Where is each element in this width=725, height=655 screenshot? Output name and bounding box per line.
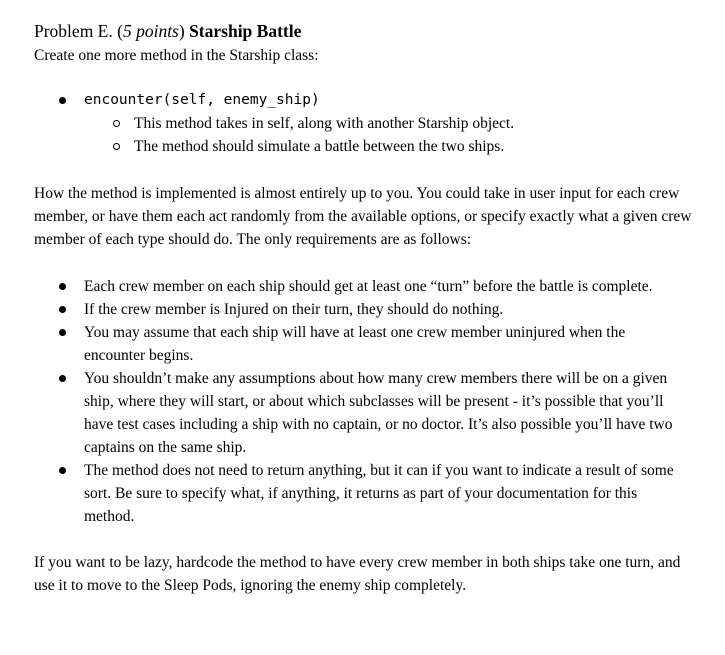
heading-prefix: Problem E. ( [34, 21, 123, 41]
requirement-text: You may assume that each ship will have at least one crew member uninjured when the encounter begins. [84, 324, 626, 364]
bullet-circle-icon [113, 143, 120, 150]
bullet-disc-icon [59, 97, 66, 104]
bullet-disc-icon [59, 467, 66, 474]
requirement-text: Each crew member on each ship should get at least one “turn” before the battle is complete. [84, 278, 653, 295]
method-detail-item [108, 112, 694, 135]
implementation-paragraph: How the method is implemented is almost entirely up to you. You could take in user input for each crew member, or have them each act randomly from the available options, or specify exactly what a given crew member of each type should do. The only requirements are as follows: [34, 185, 692, 248]
requirement-text: You shouldn’t make any assumptions about how many crew members there will be on a given ship, where they will start, or about which subclasses will be present - it’s possible that you’ll have test cases including a ship with no captain, or no doctor. It’s also possible you’ll have two captains on the same ship. [84, 370, 673, 456]
problem-heading [34, 18, 694, 44]
heading-points: 5 points [122, 21, 179, 41]
method-block [56, 89, 694, 158]
requirements-list [56, 275, 680, 528]
requirement-item [56, 367, 680, 459]
requirement-item [56, 275, 680, 298]
requirement-text: The method does not need to return anything, but it can if you want to indicate a result of some sort. Be sure to specify what, if anything, it returns as part of your documentation for this method. [84, 462, 674, 525]
requirement-text: If the crew member is Injured on their turn, they should do nothing. [84, 301, 504, 318]
method-detail-item [108, 135, 694, 158]
bullet-circle-icon [113, 120, 120, 127]
method-details-list [108, 112, 694, 158]
bullet-disc-icon [59, 306, 66, 313]
bullet-disc-icon [59, 375, 66, 382]
method-signature: encounter(self, enemy_ship) [84, 92, 320, 108]
heading-title: Starship Battle [189, 21, 302, 41]
heading-suffix: ) [178, 21, 190, 41]
requirement-item [56, 298, 680, 321]
lazy-option-paragraph: If you want to be lazy, hardcode the method to have every crew member in both ships take one turn, and use it to move to the Sleep Pods, ignoring the enemy ship completely. [34, 554, 681, 594]
method-signature-item [56, 89, 694, 112]
intro-text: Create one more method in the Starship class: [34, 47, 319, 64]
requirement-item [56, 459, 680, 528]
document-page [34, 18, 694, 597]
method-detail-text: This method takes in self, along with another Starship object. [134, 115, 515, 132]
requirement-item [56, 321, 680, 367]
bullet-disc-icon [59, 283, 66, 290]
bullet-disc-icon [59, 329, 66, 336]
method-detail-text: The method should simulate a battle between the two ships. [134, 138, 505, 155]
